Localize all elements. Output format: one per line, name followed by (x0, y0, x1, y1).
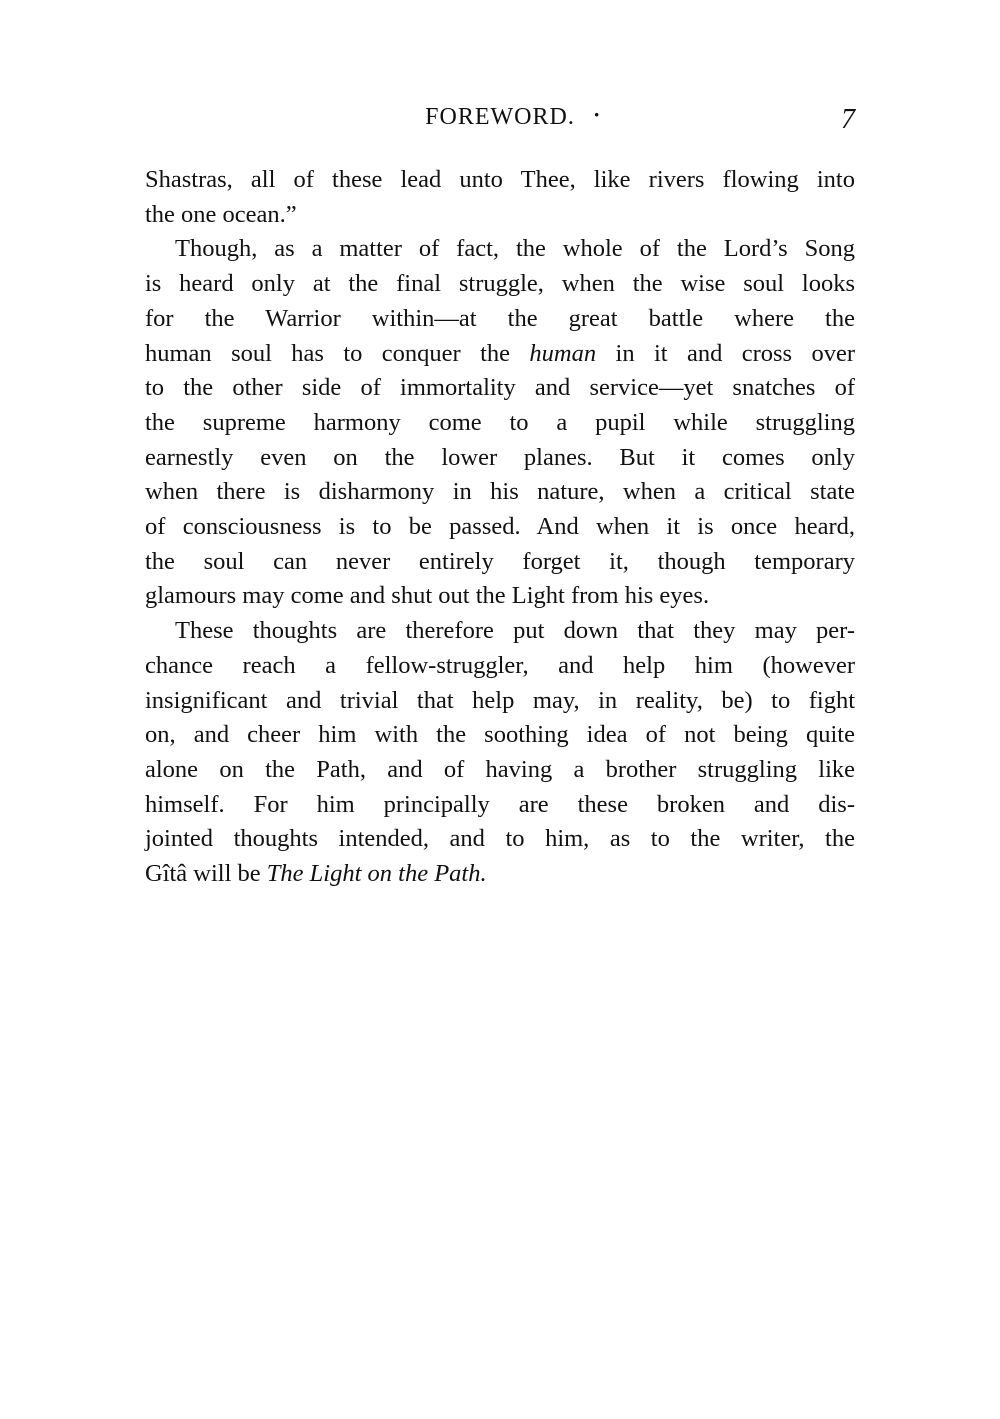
text-line: of consciousness is to be passed. And when it is once heard, (145, 513, 855, 541)
text-line-with-emphasis (145, 857, 855, 892)
text-segment: in it and cross over (596, 339, 856, 367)
text-line: earnestly even on the lower planes. But it comes only (145, 443, 855, 471)
text-line-with-emphasis (145, 337, 855, 372)
page-number: 7 (841, 104, 855, 135)
text-line: jointed thoughts intended, and to him, as to the writer, the (145, 825, 855, 853)
text-line: glamours may come and shut out the Light from his eyes. (145, 582, 710, 610)
text-line: alone on the Path, and of having a brother struggling like (145, 755, 855, 783)
text-line: the soul can never entirely forget it, though temporary (145, 547, 855, 575)
text-line: chance reach a fellow-struggler, and help him (however (145, 651, 855, 679)
text-line: when there is disharmony in his nature, when a critical state (145, 478, 855, 506)
text-line: the supreme harmony come to a pupil while struggling (145, 408, 855, 436)
text-line: for the Warrior within—at the great battle where the (145, 304, 855, 332)
text-line: on, and cheer him with the soothing idea of not being quite (145, 721, 855, 749)
paragraph-2 (145, 232, 855, 614)
paragraph-1 (145, 163, 855, 232)
book-title: The Light on the Path. (266, 860, 487, 888)
text-segment: Gîtâ will be (145, 860, 267, 888)
text-line: These thoughts are therefore put down that they may per- (175, 617, 855, 645)
text-line: himself. For him principally are these broken and dis- (145, 790, 855, 818)
text-line: to the other side of immortality and service—yet snatches of (145, 374, 855, 402)
text-line: Shastras, all of these lead unto Thee, like rivers flowing into (145, 166, 855, 193)
header-mark: · (593, 102, 601, 127)
paragraph-3 (145, 614, 855, 892)
text-line: is heard only at the final struggle, when the wise soul looks (145, 270, 855, 298)
body-text (145, 163, 855, 892)
running-title: FOREWORD. (425, 104, 575, 130)
emphasized-word: human (529, 339, 597, 367)
running-head (145, 104, 855, 144)
text-line: insignificant and trivial that help may, in reality, be) to fight (145, 686, 855, 714)
text-segment: human soul has to conquer the (145, 339, 530, 367)
text-line: Though, as a matter of fact, the whole of the Lord’s Song (175, 235, 855, 263)
text-line: the one ocean.” (145, 200, 297, 228)
